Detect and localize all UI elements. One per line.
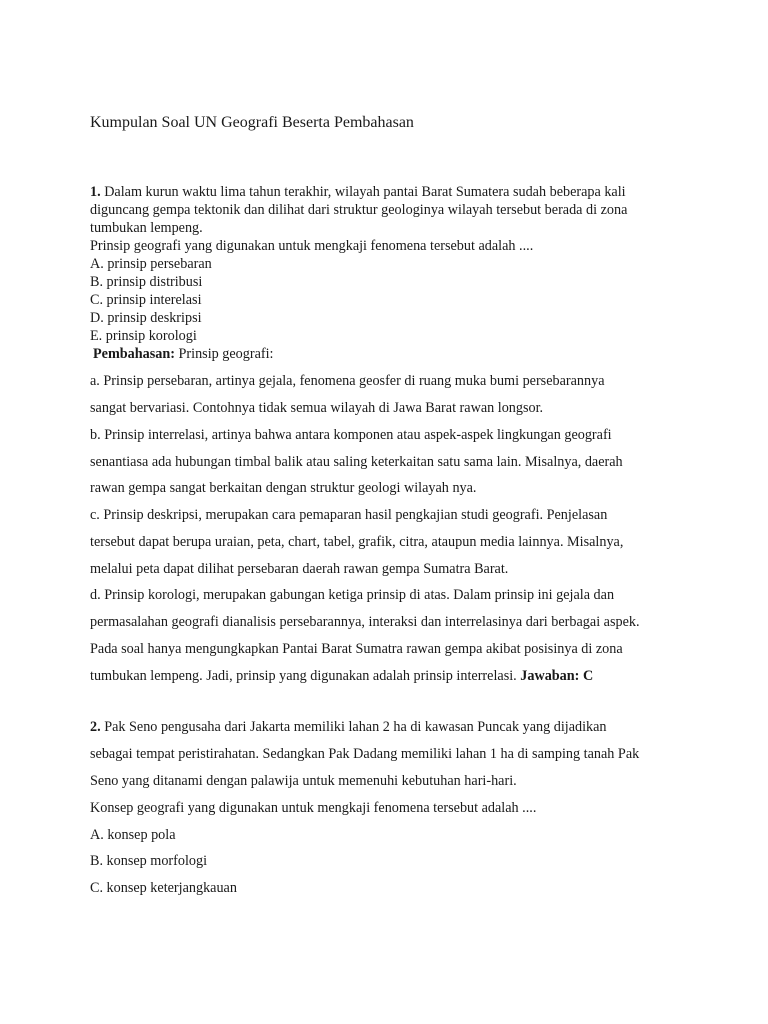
q2-stem-line-2: sebagai tempat peristirahatan. Sedangkan Pak Dadang memiliki lahan 1 ha di samping tanah Pak — [90, 746, 640, 762]
q1-option-b: B. prinsip distribusi — [90, 274, 203, 290]
document-title: Kumpulan Soal UN Geografi Beserta Pembahasan — [90, 114, 414, 131]
q2-stem-line-3: Seno yang ditanami dengan palawija untuk memenuhi kebutuhan hari-hari. — [90, 773, 517, 789]
q2-number: 2. — [90, 719, 101, 735]
q2-option-c: C. konsep keterjangkauan — [90, 880, 237, 896]
q1-explanation-line: permasalahan geografi dianalisis persebarannya, interaksi dan interrelasinya dari berbagai aspek. — [90, 614, 640, 630]
q1-stem-line-2: diguncang gempa tektonik dan dilihat dari struktur geologinya wilayah tersebut berada di zona — [90, 202, 628, 218]
q2-option-b: B. konsep morfologi — [90, 853, 208, 869]
q1-number: 1. — [90, 184, 101, 200]
q1-explanation-line: rawan gempa sangat berkaitan dengan struktur geologi wilayah nya. — [90, 480, 477, 496]
q1-question: Prinsip geografi yang digunakan untuk mengkaji fenomena tersebut adalah .... — [90, 238, 534, 254]
q1-option-d: D. prinsip deskripsi — [90, 310, 202, 326]
q1-explanation-line: b. Prinsip interrelasi, artinya bahwa antara komponen atau aspek-aspek lingkungan geografi — [90, 427, 612, 443]
q1-explanation-line: tersebut dapat berupa uraian, peta, chart, tabel, grafik, citra, ataupun media lainnya. Misalnya, — [90, 534, 624, 550]
q2-stem-line-1: 2. Pak Seno pengusaha dari Jakarta memiliki lahan 2 ha di kawasan Puncak yang dijadikan — [90, 719, 607, 735]
q1-explanation-line: Pada soal hanya mengungkapkan Pantai Barat Sumatra rawan gempa akibat posisinya di zona — [90, 641, 623, 657]
q1-answer: Jawaban: C — [520, 668, 594, 684]
q1-explanation-line: a. Prinsip persebaran, artinya gejala, fenomena geosfer di ruang muka bumi persebarannya — [90, 373, 605, 389]
q1-explanation-line: senantiasa ada hubungan timbal balik atau saling keterkaitan satu sama lain. Misalnya, daerah — [90, 454, 623, 470]
q1-stem-line-3: tumbukan lempeng. — [90, 220, 203, 236]
q1-explanation-line: d. Prinsip korologi, merupakan gabungan ketiga prinsip di atas. Dalam prinsip ini gejala dan — [90, 587, 615, 603]
q2-option-a: A. konsep pola — [90, 827, 176, 843]
q1-stem-line-1: 1. Dalam kurun waktu lima tahun terakhir, wilayah pantai Barat Sumatera sudah beberapa kali — [90, 184, 626, 200]
q2-question: Konsep geografi yang digunakan untuk mengkaji fenomena tersebut adalah .... — [90, 800, 537, 816]
q1-explanation-line: c. Prinsip deskripsi, merupakan cara pemaparan hasil pengkajian studi geografi. Penjelasan — [90, 507, 608, 523]
q1-explanation-line: sangat bervariasi. Contohnya tidak semua wilayah di Jawa Barat rawan longsor. — [90, 400, 544, 416]
q1-option-c: C. prinsip interelasi — [90, 292, 202, 308]
q1-option-e: E. prinsip korologi — [90, 328, 197, 344]
q1-explanation-final: tumbukan lempeng. Jadi, prinsip yang digunakan adalah prinsip interrelasi. Jawaban: C — [90, 668, 594, 684]
q1-discussion-heading: Pembahasan: Prinsip geografi: — [93, 346, 274, 362]
q1-option-a: A. prinsip persebaran — [90, 256, 212, 272]
q1-explanation-line: melalui peta dapat dilihat persebaran daerah rawan gempa Sumatra Barat. — [90, 561, 509, 577]
discussion-label: Pembahasan: — [93, 346, 175, 362]
